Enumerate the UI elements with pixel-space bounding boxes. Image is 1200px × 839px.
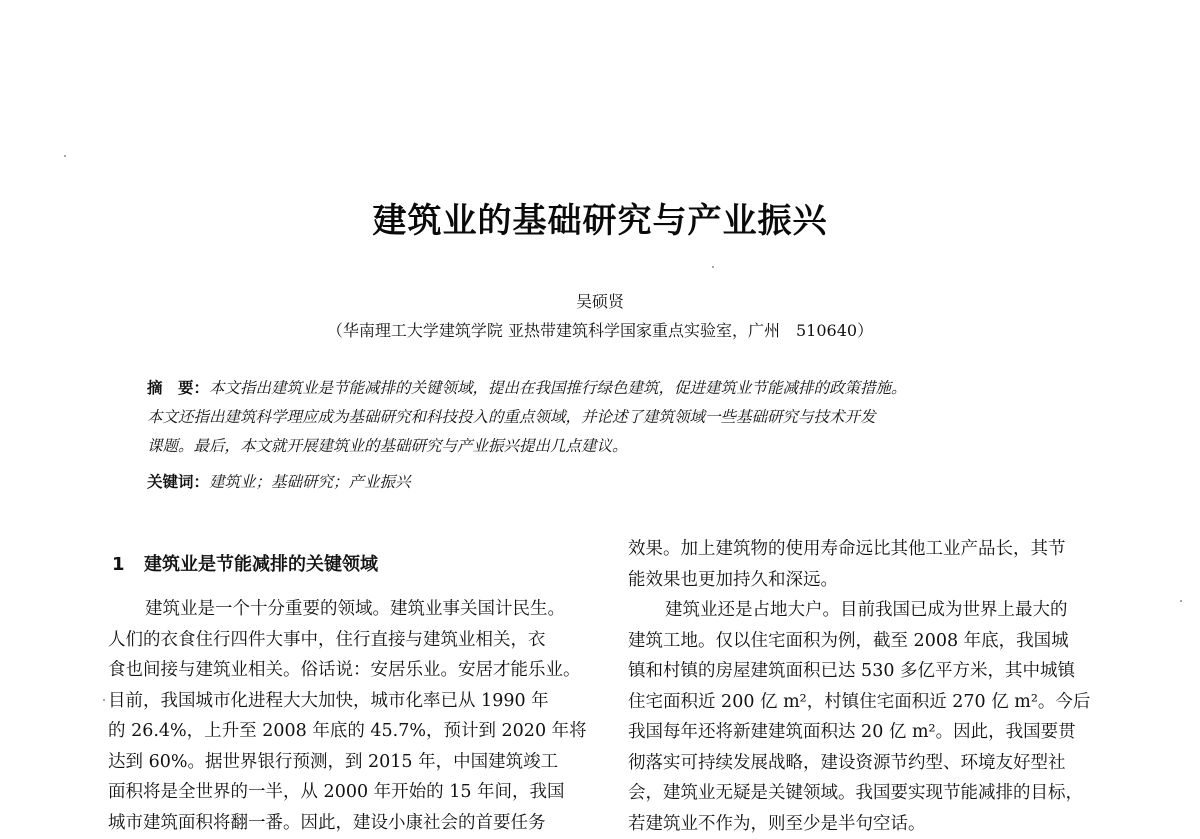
paper-title: 建筑业的基础研究与产业振兴: [0, 193, 1200, 242]
body-line: 城市建筑面积将翻一番。因此，建设小康社会的首要任务: [108, 808, 588, 839]
body-line: 会，建筑业无疑是关键领域。我国要实现节能减排的目标，: [628, 778, 1108, 809]
body-line: 能效果也更加持久和深远。: [628, 565, 1108, 596]
body-line: 食也间接与建筑业相关。俗话说：安居乐业。安居才能乐业。: [108, 655, 588, 686]
abstract-line: 本文还指出建筑科学理应成为基础研究和科技投入的重点领域，并论述了建筑领域一些基础研究与技术开发: [147, 403, 1067, 432]
body-line: 目前，我国城市化进程大大加快，城市化率已从 1990 年: [108, 686, 588, 717]
keywords-text: 建筑业；基础研究；产业振兴: [209, 473, 411, 491]
body-line: 若建筑业不作为，则至少是半句空话。: [628, 809, 1108, 839]
abstract-line: [147, 374, 1067, 403]
scan-speck: [712, 266, 714, 268]
author-name: 吴硕贤: [0, 289, 1200, 312]
abstract-label: 摘 要：: [147, 379, 209, 397]
body-line: 建筑业是一个十分重要的领域。建筑业事关国计民生。: [108, 594, 588, 625]
keywords-block: [147, 470, 411, 492]
section-title: 建筑业是节能减排的关键领域: [144, 554, 378, 575]
body-line: 彻落实可持续发展战略，建设资源节约型、环境友好型社: [628, 748, 1108, 779]
body-line: 面积将是全世界的一半，从 2000 年开始的 15 年间，我国: [108, 777, 588, 808]
right-column: [628, 534, 1108, 839]
body-line: 镇和村镇的房屋建筑面积已达 530 多亿平方米，其中城镇: [628, 656, 1108, 687]
keywords-label: 关键词：: [147, 473, 209, 491]
body-line: 人们的衣食住行四件大事中，住行直接与建筑业相关，衣: [108, 625, 588, 656]
section-number: 1: [112, 554, 144, 575]
left-column: [108, 594, 588, 838]
abstract-text: 本文指出建筑业是节能减排的关键领域，提出在我国推行绿色建筑，促进建筑业节能减排的政策措施。: [209, 379, 907, 397]
body-line: 效果。加上建筑物的使用寿命远比其他工业产品长，其节: [628, 534, 1108, 565]
body-line: 建筑工地。仅以住宅面积为例，截至 2008 年底，我国城: [628, 626, 1108, 657]
section-heading: [112, 550, 378, 576]
scan-speck: [1180, 600, 1182, 602]
body-line: 建筑业还是占地大户。目前我国已成为世界上最大的: [628, 595, 1108, 626]
abstract-line: 课题。最后，本文就开展建筑业的基础研究与产业振兴提出几点建议。: [147, 432, 1067, 461]
body-line: 住宅面积近 200 亿 m²，村镇住宅面积近 270 亿 m²。今后: [628, 687, 1108, 718]
scan-speck: [64, 155, 66, 157]
body-line: 达到 60%。据世界银行预测，到 2015 年，中国建筑竣工: [108, 747, 588, 778]
body-line: 的 26.4%，上升至 2008 年底的 45.7%，预计到 2020 年将: [108, 716, 588, 747]
body-line: 我国每年还将新建建筑面积达 20 亿 m²。因此，我国要贯: [628, 717, 1108, 748]
scan-speck: [103, 699, 105, 701]
author-affiliation: （华南理工大学建筑学院 亚热带建筑科学国家重点实验室，广州 510640）: [0, 318, 1200, 341]
abstract-block: [147, 374, 1067, 461]
